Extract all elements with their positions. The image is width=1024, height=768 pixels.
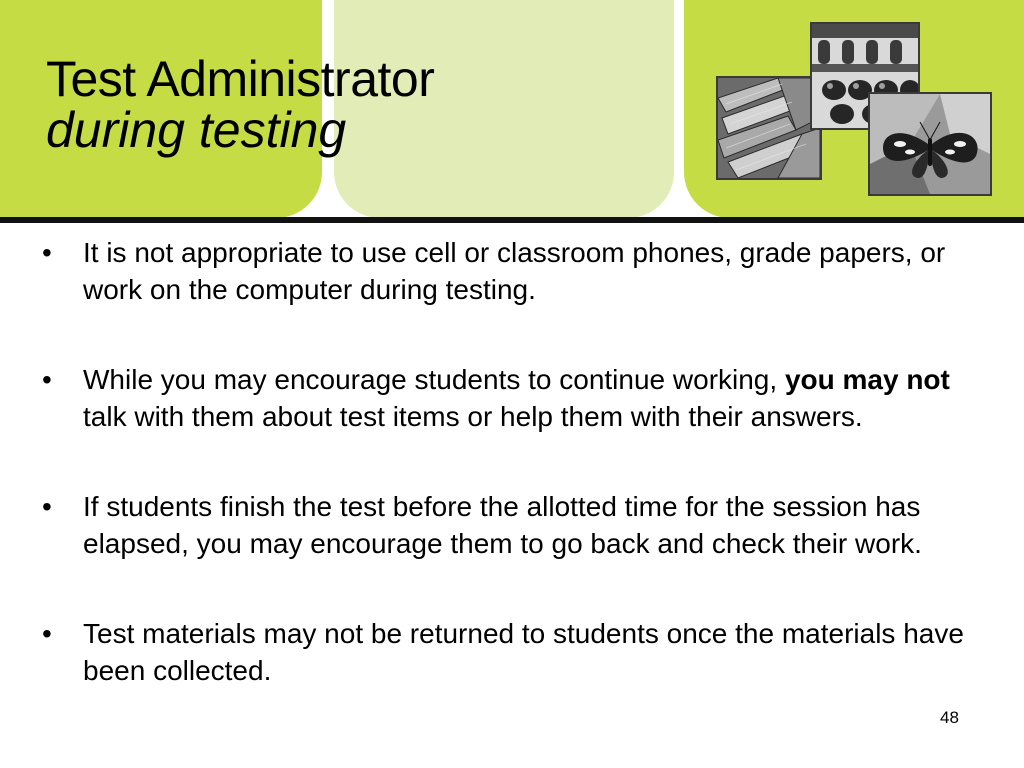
bullet-text: It is not appropriate to use cell or classroom phones, grade papers, or work on the computer during testing.	[83, 237, 946, 305]
butterfly-photo	[868, 92, 992, 196]
bullet-marker: •	[42, 237, 52, 268]
bullet-marker: •	[42, 618, 52, 649]
title-line-2: during testing	[46, 102, 347, 158]
bullet-emphasis: you may not	[784, 364, 950, 395]
bullet-item	[42, 234, 982, 308]
bullet-text: Test materials may not be returned to students once the materials have been collected.	[83, 618, 964, 686]
bullet-item	[42, 615, 982, 689]
slide-number: 48	[940, 708, 959, 727]
bullet-marker: •	[42, 491, 52, 522]
bullet-item	[42, 361, 982, 435]
bullet-text: If students finish the test before the allotted time for the session has elapsed, you may encourage them to go back and check their work.	[83, 491, 922, 559]
bullet-text-start: While you may encourage students to continue working,	[83, 364, 785, 395]
slide-title	[46, 51, 435, 158]
header-divider	[0, 217, 1024, 223]
title-line-1: Test Administrator	[46, 51, 435, 107]
bullet-text-end: talk with them about test items or help them with their answers.	[83, 401, 863, 432]
books-photo	[716, 76, 822, 180]
bullet-marker: •	[42, 364, 52, 395]
bullet-list	[42, 234, 982, 742]
bullet-item	[42, 488, 982, 562]
